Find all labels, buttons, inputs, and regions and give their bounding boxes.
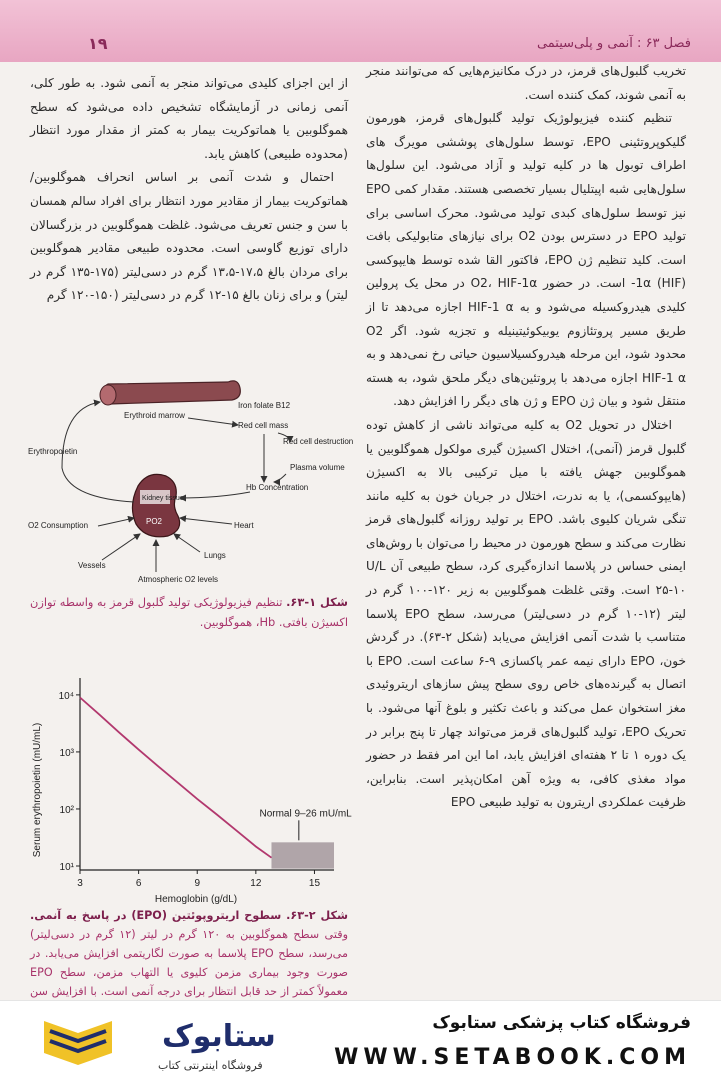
figure1-caption (30, 592, 348, 632)
normal-range-label: Normal 9–26 mU/mL (259, 808, 352, 819)
chart-y-tick-label: 10² (60, 805, 75, 816)
paragraph: از این اجزای کلیدی می‌تواند منجر به آنمی شود. به طور کلی، آنمی زمانی در آزمایشگاه تشخیص داده می‌شود که سطح هموگلوبین یا هماتوکریت بیمار به کمتر از مقدار مورد انتظار (محدوده طبیعی) کاهش یابد. (30, 72, 348, 166)
label-po2: PO2 (146, 517, 163, 526)
paragraph: تخریب گلبول‌های قرمز، در درک مکانیزم‌هایی که می‌توانند منجر به آنمی شوند، کمک کننده است. (366, 60, 686, 107)
chart-x-tick-label: 15 (309, 878, 321, 889)
figure2-caption-title: شکل ۲-۶۳. سطوح اریتروپوئتین (EPO) در پاسخ به آنمی. (30, 909, 348, 922)
shop-name: فروشگاه کتاب پزشکی ستابوک (432, 1013, 691, 1033)
right-text-column (366, 60, 686, 815)
epo-curve-line (80, 698, 272, 858)
book-logo-icon (38, 1009, 118, 1069)
label-marrow: Erythroid marrow (124, 411, 185, 420)
page-header (0, 0, 721, 62)
figure1-caption-text: تنظیم فیزیولوژیکی تولید گلبول قرمز به واسطه توازن اکسیژن بافتی. Hb، هموگلوبین. (30, 595, 348, 629)
chart-x-tick-label: 9 (194, 878, 200, 889)
chart-y-axis-label: Serum erythropoietin (mU/mL) (32, 723, 43, 857)
bone-icon (100, 381, 240, 405)
figure2-caption-text: وقتی سطح هموگلوبین به ۱۲۰ گرم در لیتر (۱۲ گرم در دسی‌لیتر) می‌رسد، سطح EPO پلاسما به صورت لگاریتمی افزایش می‌یابد. در صورت وجود بیماری مزمن کلیوی یا التهاب مزمن، سطح EPO معمولاً کمتر از حد قابل انتظار برای درجه آنمی است. با افزایش سن (30, 928, 348, 1017)
label-plasma-volume: Plasma volume (290, 463, 345, 472)
epo-hemoglobin-chart (24, 670, 348, 906)
kidney-icon (132, 474, 179, 536)
chapter-title: فصل ۶۳ : آنمی و پلی‌سیتمی (537, 36, 691, 51)
epo-regulation-diagram (28, 378, 346, 588)
label-hb-concentration: Hb Concentration (246, 483, 308, 492)
normal-range-band (271, 842, 334, 868)
paragraph: تنظیم کننده فیزیولوژیک تولید گلبول‌های قرمز، هورمون گلیکوپروتئینی EPO، توسط سلول‌های پوششی مویرگ های اطراف توبول ها در کلیه تولید و آزاد می‌شود. این سلول‌ها سلول‌هایی شبه اپیتلیال بسیار تخصصی هستند. مقدار کمی EPO نیز توسط سلول‌های کبدی تولید می‌شود. محرک اساسی برای تولید EPO در دسترس بودن O2 برای نیازهای متابولیکی بافت است. کلید تنظیم ژن EPO، فاکتور القا شده توسط هایپوکسی (HIF) 1α- است. در حضور O2، HIF-1α در محل یک پرولین کلیدی هیدروکسیله می‌شود و به HIF-1 α اجازه می‌دهد تا از طریق مسیر پروتئازوم یوبیکوئیتینیله و تجزیه شود. اگر O2 محدود شود، این مرحله هیدروکسیلاسیون حیاتی رخ نمی‌دهد و به HIF-1 α اجازه می‌دهد با پروتئین‌های دیگر ملحق شود، به هسته منتقل شود و بیان ژن EPO و ژن های دیگر را افزایش دهد. (366, 107, 686, 414)
label-kidney-tissue: Kidney tissue (142, 495, 184, 502)
label-lungs: Lungs (204, 551, 226, 560)
logo-subtitle: فروشگاه اینترنتی کتاب (158, 1059, 263, 1072)
store-footer (0, 1000, 721, 1081)
label-o2-consumption: O2 Consumption (28, 521, 88, 530)
label-rbc-mass: Red cell mass (238, 421, 288, 430)
chart-y-tick-label: 10⁴ (59, 691, 74, 702)
chart-y-tick-label: 10¹ (60, 862, 75, 873)
chart-x-tick-label: 12 (250, 878, 262, 889)
setabook-logo[interactable] (38, 1009, 288, 1075)
label-iron: Iron folate B12 (238, 401, 291, 410)
chart-y-tick-label: 10³ (60, 748, 75, 759)
left-text-column (30, 72, 348, 308)
paragraph: اختلال در تحویل O2 به کلیه می‌تواند ناشی از کاهش توده گلبول قرمز (آنمی)، اختلال اکسیژن گیری مولکول هموگلوبین یا هموگلوبین جهش یافته با میل ترکیبی بالا به اکسیژن (هایپوکسمی)، یا به ندرت، اختلال در جریان خون به کلیه مانند تنگی شریان کلیوی باشد. EPO بر تولید روزانه گلبول‌های قرمز نظارت می‌کند و سطح هورمون در محیط را می‌توان با روش‌های ایمنی حساس در پلاسما اندازه‌گیری کرد، سطح طبیعی آن U/L ۲۵-۱۰ است. وقتی غلظت هموگلوبین به زیر ۱۲۰-۱۰۰ گرم در لیتر (۱۲-۱۰ گرم در دسی‌لیتر) می‌رسد، سطح EPO پلاسما متناسب با شدت آنمی افزایش می‌یابد (شکل ۲-۶۳). در گردش خون، EPO دارای نیمه عمر پاکسازی ۹-۶ ساعت است. EPO با اتصال به گیرنده‌های خاص روی سطح پیش سازهای اریتروئیدی مغز استخوان عمل می‌کند و باعث تکثیر و بلوغ آنها می‌شود. با تحریک EPO، تولید گلبول‌های قرمز می‌تواند چهار تا پنج برابر در یک دوره ۱ تا ۲ هفته‌ای افزایش یابد، اما این امر فقط در حضور مواد مغذی کافی، به ویژه آهن امکان‌پذیر است. بنابراین، ظرفیت عملکردی اریترون به تولید طبیعی EPO (366, 414, 686, 815)
shop-url-link[interactable]: WWW.SETABOOK.COM (334, 1045, 691, 1070)
label-atmospheric-o2: Atmospheric O2 levels (138, 575, 218, 584)
chart-x-axis-label: Hemoglobin (g/dL) (155, 894, 237, 905)
label-erythropoietin: Erythropoietin (28, 447, 77, 456)
label-rbc-destruction: Red cell destruction (283, 437, 353, 446)
label-vessels: Vessels (78, 561, 106, 570)
chart-x-tick-label: 3 (77, 878, 83, 889)
chart-x-tick-label: 6 (136, 878, 142, 889)
paragraph: احتمال و شدت آنمی بر اساس انحراف هموگلوبین/هماتوکریت بیمار از مقادیر مورد انتظار برای افراد سالم همسان با سن و جنس تعریف می‌شود. غلظت هموگلوبین در بزرگسالان دارای توزیع گاوسی است. محدوده طبیعی مقادیر هموگلوبین برای مردان بالغ ۱۷،۵-۱۳،۵ گرم در دسی‌لیتر (۱۷۵-۱۳۵ گرم در لیتر) و برای زنان بالغ ۱۵-۱۲ گرم در دسی‌لیتر (۱۵۰-۱۲۰ گرم (30, 166, 348, 308)
label-heart: Heart (234, 521, 254, 530)
page-number: ۱۹ (88, 34, 108, 53)
logo-text: ستابوک (162, 1019, 276, 1054)
figure1-caption-title: شکل ۱-۶۳. (286, 595, 348, 609)
